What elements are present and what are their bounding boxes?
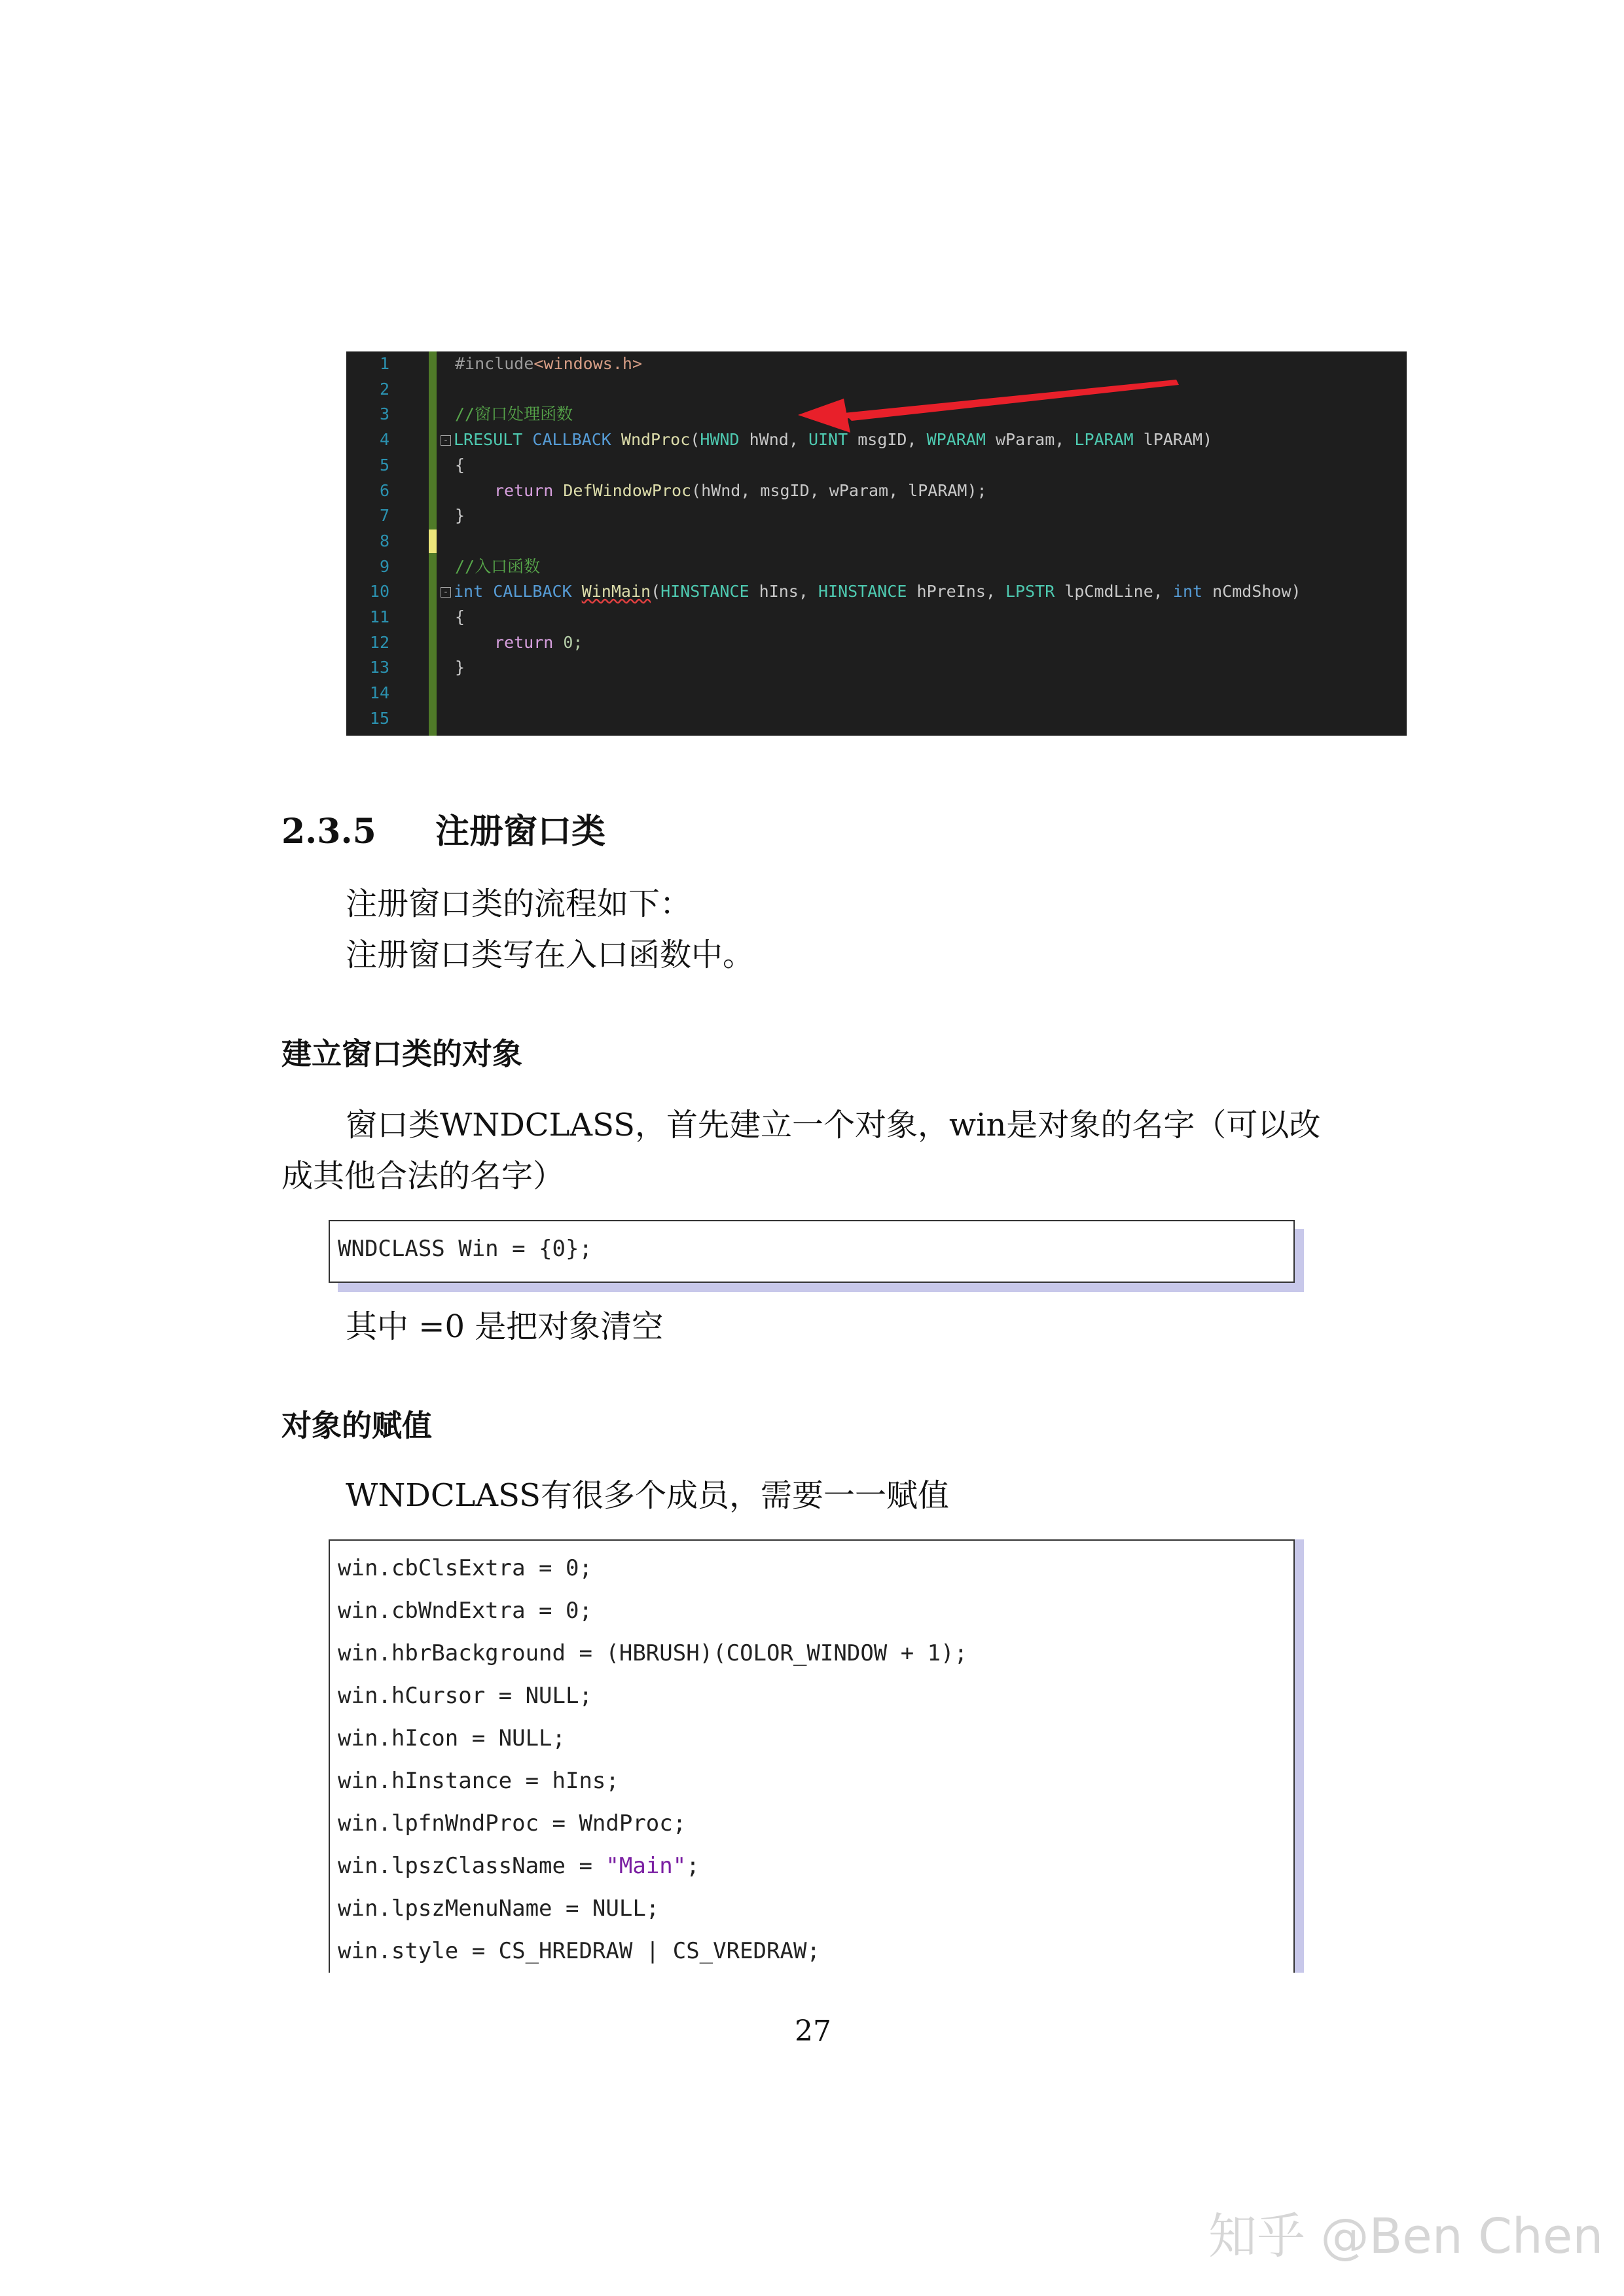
line-number: 6 bbox=[379, 480, 389, 500]
code-token: LPSTR bbox=[1005, 582, 1055, 601]
line-number: 14 bbox=[369, 683, 389, 703]
code-comment: //入口函数 bbox=[455, 556, 541, 576]
code-line: win.hInstance = hIns; bbox=[338, 1768, 619, 1794]
code-line: - int CALLBACK WinMain(HINSTANCE hIns, HINSTANCE hPreIns, LPSTR lpCmdLine, int nCmdShow) bbox=[441, 579, 1301, 605]
code-line: win.lpszMenuName = NULL; bbox=[338, 1895, 660, 1922]
paragraph: 其中 =0 是把对象清空 bbox=[346, 1308, 664, 1345]
code-editor-screenshot bbox=[346, 351, 1407, 736]
code-token: return bbox=[494, 480, 554, 500]
code-token: hWnd, bbox=[749, 430, 799, 450]
code-line: WNDCLASS Win = {0}; bbox=[338, 1236, 592, 1262]
subsection-heading: 建立窗口类的对象 bbox=[281, 1036, 522, 1071]
code-token: } bbox=[455, 658, 465, 677]
line-number: 11 bbox=[369, 607, 389, 626]
watermark: 知乎 @Ben Chen bbox=[1208, 2208, 1604, 2265]
code-token: WndProc bbox=[621, 430, 691, 450]
code-token: LRESULT bbox=[454, 430, 523, 450]
code-token: nCmdShow) bbox=[1212, 582, 1301, 601]
code-line: win.hIcon = NULL; bbox=[338, 1725, 566, 1751]
code-line: - LRESULT CALLBACK WndProc(HWND hWnd, UINT msgID, WPARAM wParam, LPARAM lPARAM) bbox=[441, 427, 1212, 453]
code-string: "Main" bbox=[605, 1853, 687, 1879]
code-token: hPreIns, bbox=[916, 582, 996, 601]
code-line: win.hbrBackground = (HBRUSH)(COLOR_WINDOW + 1); bbox=[338, 1640, 968, 1666]
code-line: win.cbClsExtra = 0; bbox=[338, 1555, 592, 1581]
subsection-heading: 对象的赋值 bbox=[281, 1408, 432, 1443]
line-number: 15 bbox=[369, 708, 389, 728]
code-token: lpCmdLine, bbox=[1064, 582, 1163, 601]
code-listing bbox=[329, 1539, 1295, 1973]
code-token: { bbox=[455, 455, 465, 475]
code-token: } bbox=[455, 506, 465, 526]
code-token: DefWindowProc bbox=[563, 480, 692, 500]
line-number: 9 bbox=[379, 556, 389, 576]
code-token: int bbox=[454, 582, 484, 601]
code-comment: //窗口处理函数 bbox=[455, 404, 573, 424]
code-token: HINSTANCE bbox=[818, 582, 907, 601]
line-number: 3 bbox=[379, 404, 389, 424]
red-arrow-annotation bbox=[346, 351, 1407, 736]
code-token: HINSTANCE bbox=[660, 582, 749, 601]
code-token: { bbox=[455, 607, 465, 626]
code-line bbox=[338, 1853, 700, 1879]
code-token: HWND bbox=[700, 430, 740, 450]
code-token: win.lpszClassName = bbox=[338, 1853, 606, 1879]
line-number: 2 bbox=[379, 379, 389, 399]
code-token: hIns, bbox=[759, 582, 808, 601]
line-number: 8 bbox=[379, 531, 389, 550]
code-token: msgID, bbox=[857, 430, 917, 450]
include-header: <windows.h> bbox=[533, 354, 642, 373]
code-line: win.hCursor = NULL; bbox=[338, 1683, 592, 1709]
code-token: LPARAM bbox=[1074, 430, 1134, 450]
code-token: WinMain bbox=[581, 582, 651, 601]
code-listing bbox=[329, 1220, 1295, 1283]
page-number: 27 bbox=[795, 2015, 831, 2048]
code-line: win.cbWndExtra = 0; bbox=[338, 1598, 592, 1624]
section-title: 注册窗口类 bbox=[435, 812, 605, 852]
code-line: win.style = CS_HREDRAW | CS_VREDRAW; bbox=[338, 1938, 820, 1964]
code-token: return bbox=[494, 632, 554, 652]
line-number: 12 bbox=[369, 632, 389, 652]
preprocessor-directive: #include bbox=[455, 354, 534, 373]
code-token: WPARAM bbox=[926, 430, 986, 450]
code-token: UINT bbox=[808, 430, 848, 450]
section-number: 2.3.5 bbox=[281, 812, 376, 852]
section-heading bbox=[281, 804, 605, 853]
collapse-icon[interactable]: - bbox=[441, 435, 451, 446]
paragraph: 注册窗口类的流程如下： bbox=[346, 886, 692, 922]
code-token: CALLBACK bbox=[493, 582, 572, 601]
line-number: 4 bbox=[379, 430, 389, 450]
line-number: 5 bbox=[379, 455, 389, 475]
line-number: 1 bbox=[379, 354, 389, 373]
line-number: 13 bbox=[369, 658, 389, 677]
collapse-icon[interactable]: - bbox=[441, 587, 451, 598]
code-token: int bbox=[1172, 582, 1203, 601]
code-token: (hWnd, msgID, wParam, lPARAM); bbox=[691, 480, 987, 500]
paragraph: WNDCLASS有很多个成员，需要一一赋值 bbox=[346, 1477, 950, 1514]
code-token: CALLBACK bbox=[532, 430, 611, 450]
paragraph: 成其他合法的名字） bbox=[281, 1158, 565, 1194]
line-number: 7 bbox=[379, 506, 389, 526]
paragraph: 注册窗口类写在入口函数中。 bbox=[346, 937, 755, 973]
code-token: wParam, bbox=[995, 430, 1065, 450]
code-token: lPARAM) bbox=[1143, 430, 1213, 450]
paragraph: 窗口类WNDCLASS，首先建立一个对象，win是对象的名字（可以改 bbox=[346, 1107, 1321, 1143]
code-token: 0; bbox=[563, 632, 583, 652]
code-line: win.lpfnWndProc = WndProc; bbox=[338, 1810, 687, 1837]
code-token: ; bbox=[686, 1853, 700, 1879]
line-number: 10 bbox=[369, 582, 389, 601]
